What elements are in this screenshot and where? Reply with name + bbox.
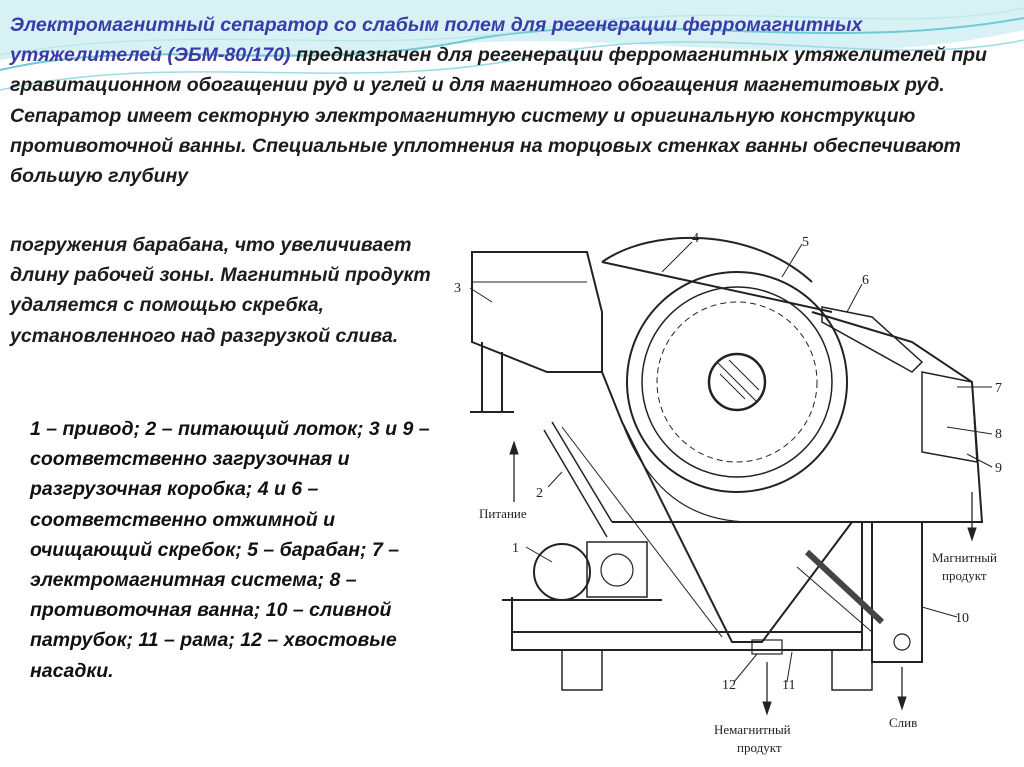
parts-legend: 1 – привод; 2 – питающий лоток; 3 и 9 – соответственно загрузочная и разгрузочная коробка; 4 и 6 – соответственно отжимной и очищающий скребок; 5 – барабан; 7 – электромагнитная система; 8 – противоточная ванна; 10 – сливной патрубок; 11 – рама; 12 – хвостовые насадки. xyxy=(30,418,430,682)
nonmagnetic-product-label-line2: продукт xyxy=(737,740,782,755)
callout-3: 3 xyxy=(454,281,461,296)
callout-5: 5 xyxy=(802,235,809,250)
callout-7: 7 xyxy=(995,381,1002,396)
device-title: Электромагнитный сепаратор со слабым полем для регенерации ферромагнитных утяжелителей (ЭБМ-80/170) xyxy=(10,14,863,67)
callout-10: 10 xyxy=(955,611,969,626)
separator-drawing xyxy=(470,238,992,714)
callout-12: 12 xyxy=(722,678,736,693)
separator-diagram xyxy=(452,222,1024,767)
flow-labels xyxy=(479,506,997,755)
overflow-label: Слив xyxy=(889,715,918,730)
callout-2: 2 xyxy=(536,486,543,501)
side-paragraph: погружения барабана, что увеличивает длину рабочей зоны. Магнитный продукт удаляется с помощью скребка, установленного над разгрузкой слива. xyxy=(10,234,431,347)
lead-description: предназначен для регенерации ферромагнитных утяжелителей при гравитационном обогащении руд и углей и для магнитного обогащения магнетитовых руд. Сепаратор имеет секторную электромагнитную систему и оригинальную конструкцию противоточной ванны. Специальные уплотнения на торцовых стенках ванны обеспечивают большую глубину xyxy=(10,44,987,188)
nonmagnetic-product-label-line1: Немагнитный xyxy=(714,722,791,737)
diagram-callouts xyxy=(454,231,1002,693)
callout-4: 4 xyxy=(692,231,699,246)
lead-paragraph xyxy=(10,10,1018,191)
magnetic-product-label-line1: Магнитный xyxy=(932,550,997,565)
callout-1: 1 xyxy=(512,541,519,556)
callout-8: 8 xyxy=(995,427,1002,442)
callout-11: 11 xyxy=(782,678,796,693)
feed-label: Питание xyxy=(479,506,527,521)
magnetic-product-label-line2: продукт xyxy=(942,568,987,583)
callout-9: 9 xyxy=(995,461,1002,476)
callout-6: 6 xyxy=(862,273,869,288)
